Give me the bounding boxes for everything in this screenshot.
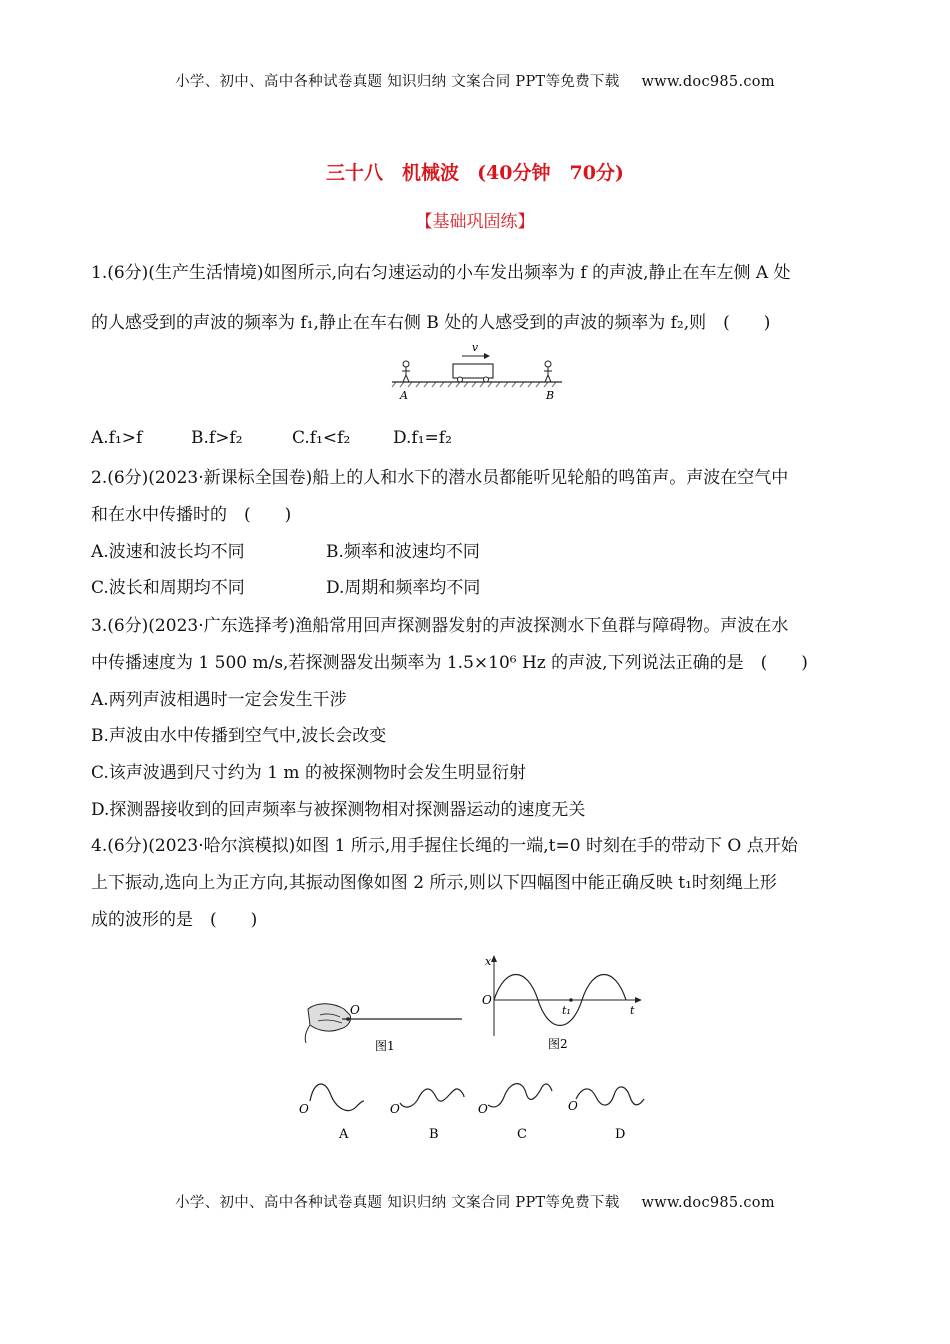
choice-d-wave[interactable] xyxy=(568,1087,644,1142)
point-a-label: A xyxy=(400,389,408,402)
section-heading: 【基础巩固练】 xyxy=(415,212,535,232)
fig1-o-label: O xyxy=(350,1003,360,1017)
q1-option-d[interactable]: D.f₁=f₂ xyxy=(393,428,452,448)
q1-line1: 1.(6分)(生产生活情境)如图所示,向右匀速运动的小车发出频率为 f 的声波,静止在车左侧 A 处 xyxy=(91,263,791,283)
t-axis-arrow-icon xyxy=(635,997,642,1003)
q4-line3: 成的波形的是 ( ) xyxy=(91,910,258,930)
fig2-t1-label: t₁ xyxy=(562,1004,571,1017)
t1-point-dot xyxy=(569,998,573,1002)
q3-option-d[interactable]: D.探测器接收到的回声频率与被探测物相对探测器运动的速度无关 xyxy=(91,800,586,820)
choice-c-wave[interactable] xyxy=(478,1084,552,1142)
title-main: 三十八 机械波 xyxy=(326,162,460,184)
q3-line2: 中传播速度为 1 500 m/s,若探测器发出频率为 1.5×10⁶ Hz 的声波,下列说法正确的是 ( ) xyxy=(91,653,808,673)
choice-a-wave[interactable] xyxy=(299,1084,364,1142)
q3-line1: 3.(6分)(2023·广东选择考)渔船常用回声探测器发射的声波探测水下鱼群与障碍物。声波在水 xyxy=(91,616,789,636)
choice-a-label: A xyxy=(339,1127,349,1142)
q2-line1: 2.(6分)(2023·新课标全国卷)船上的人和水下的潜水员都能听见轮船的鸣笛声。声波在空气中 xyxy=(91,468,789,488)
point-b-label: B xyxy=(546,389,555,402)
q1-option-b[interactable]: B.f>f₂ xyxy=(191,428,243,448)
q4-figure-1 xyxy=(300,995,470,1060)
page-title xyxy=(0,158,950,185)
q2-option-d[interactable]: D.周期和频率均不同 xyxy=(326,578,481,598)
q3-option-c[interactable]: C.该声波遇到尺寸约为 1 m 的被探测物时会发生明显衍射 xyxy=(91,763,526,783)
hand-icon xyxy=(305,1004,350,1043)
q3-option-a[interactable]: A.两列声波相遇时一定会发生干涉 xyxy=(91,690,347,710)
fig2-t-label: t xyxy=(630,1004,635,1017)
fig1-caption: 图1 xyxy=(375,1039,395,1053)
x-axis-arrow-icon xyxy=(491,955,497,962)
choice-d-o-label: O xyxy=(568,1099,578,1113)
q1-line2: 的人感受到的声波的频率为 f₁,静止在车右侧 B 处的人感受到的声波的频率为 f₂,则 ( ) xyxy=(91,313,771,333)
title-meta: (40分钟 70分) xyxy=(477,162,624,184)
q3-option-b[interactable]: B.声波由水中传播到空气中,波长会改变 xyxy=(91,726,387,746)
footer-url[interactable]: www.doc985.com xyxy=(641,1195,775,1211)
velocity-label: v xyxy=(471,341,479,354)
cart-icon xyxy=(453,364,493,382)
choice-c-o-label: O xyxy=(478,1102,488,1116)
page-header xyxy=(0,70,950,91)
choice-b-wave[interactable] xyxy=(390,1089,464,1142)
header-text: 小学、初中、高中各种试卷真题 知识归纳 文案合同 PPT等免费下载 xyxy=(175,74,620,90)
choice-b-o-label: O xyxy=(390,1102,400,1116)
choice-c-label: C xyxy=(517,1127,527,1142)
fig2-caption: 图2 xyxy=(548,1037,568,1051)
q1-option-a[interactable]: A.f₁>f xyxy=(91,428,143,448)
header-url[interactable]: www.doc985.com xyxy=(641,74,775,90)
q4-choice-figures xyxy=(292,1075,657,1145)
point-o-dot xyxy=(346,1017,350,1021)
q4-line2: 上下振动,选向上为正方向,其振动图像如图 2 所示,则以下四幅图中能正确反映 t₁时刻绳上形 xyxy=(91,873,777,893)
q2-option-b[interactable]: B.频率和波速均不同 xyxy=(326,542,480,562)
q4-line1: 4.(6分)(2023·哈尔滨模拟)如图 1 所示,用手握住长绳的一端,t=0 时刻在手的带动下 O 点开始 xyxy=(91,836,798,856)
q4-figure-2 xyxy=(478,952,650,1054)
fig2-x-label: x xyxy=(485,955,492,968)
q2-line2: 和在水中传播时的 ( ) xyxy=(91,505,292,525)
fig2-o-label: O xyxy=(482,993,492,1007)
q1-figure xyxy=(390,340,565,406)
choice-d-label: D xyxy=(615,1127,626,1142)
choice-b-label: B xyxy=(429,1127,439,1142)
footer-text: 小学、初中、高中各种试卷真题 知识归纳 文案合同 PPT等免费下载 xyxy=(175,1195,620,1211)
choice-a-o-label: O xyxy=(299,1102,309,1116)
person-a-icon xyxy=(402,361,410,382)
page-footer xyxy=(0,1191,950,1212)
q2-option-c[interactable]: C.波长和周期均不同 xyxy=(91,578,245,598)
ground-hatch xyxy=(392,382,556,387)
person-b-icon xyxy=(544,361,552,382)
q1-option-c[interactable]: C.f₁<f₂ xyxy=(292,428,351,448)
q2-option-a[interactable]: A.波速和波长均不同 xyxy=(91,542,245,562)
